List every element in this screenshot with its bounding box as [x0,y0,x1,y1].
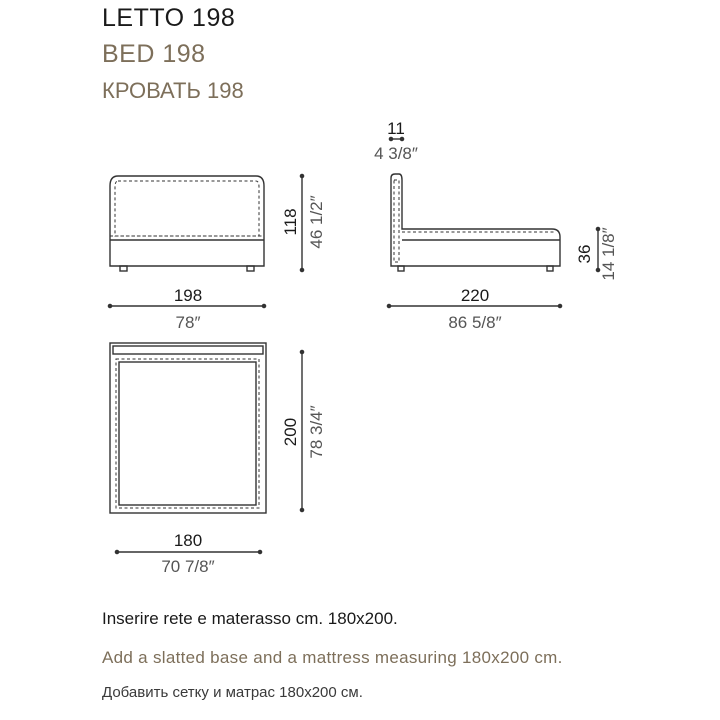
front-height-cm-label: 118 [281,208,300,236]
plan-width-cm-label: 180 [173,531,203,550]
base-height-cm-label: 36 [575,244,594,264]
side-length-in-label: 86 5/8″ [448,313,502,332]
plan-width-dimension-line [115,550,261,553]
note-russian: Добавить сетку и матрас 180x200 см. [102,684,363,701]
front-width-cm-label: 198 [173,286,203,305]
headboard-thickness-cm-label: 11 [387,119,405,138]
side-length-cm-label: 220 [460,286,490,305]
note-italian: Inserire rete e materasso cm. 180x200. [102,609,398,628]
title-italian: LETTO 198 [102,4,236,32]
headboard-thickness-in-label: 4 3/8″ [374,144,418,163]
base-height-in-label: 14 1/8″ [599,227,618,281]
plan-width-in-label: 70 7/8″ [161,557,215,576]
front-view [110,176,264,271]
plan-view [110,343,266,513]
title-russian: КРОВАТЬ 198 [102,78,244,103]
title-english: BED 198 [102,40,206,68]
front-height-in-label: 46 1/2″ [307,195,326,249]
plan-length-cm-label: 200 [281,417,300,447]
side-view [391,174,560,271]
front-width-in-label: 78″ [175,313,201,332]
plan-length-dimension-line [300,350,303,511]
plan-length-in-label: 78 3/4″ [307,405,326,459]
note-english: Add a slatted base and a mattress measuring 180x200 cm. [102,648,563,667]
front-height-dimension-line [300,174,303,271]
